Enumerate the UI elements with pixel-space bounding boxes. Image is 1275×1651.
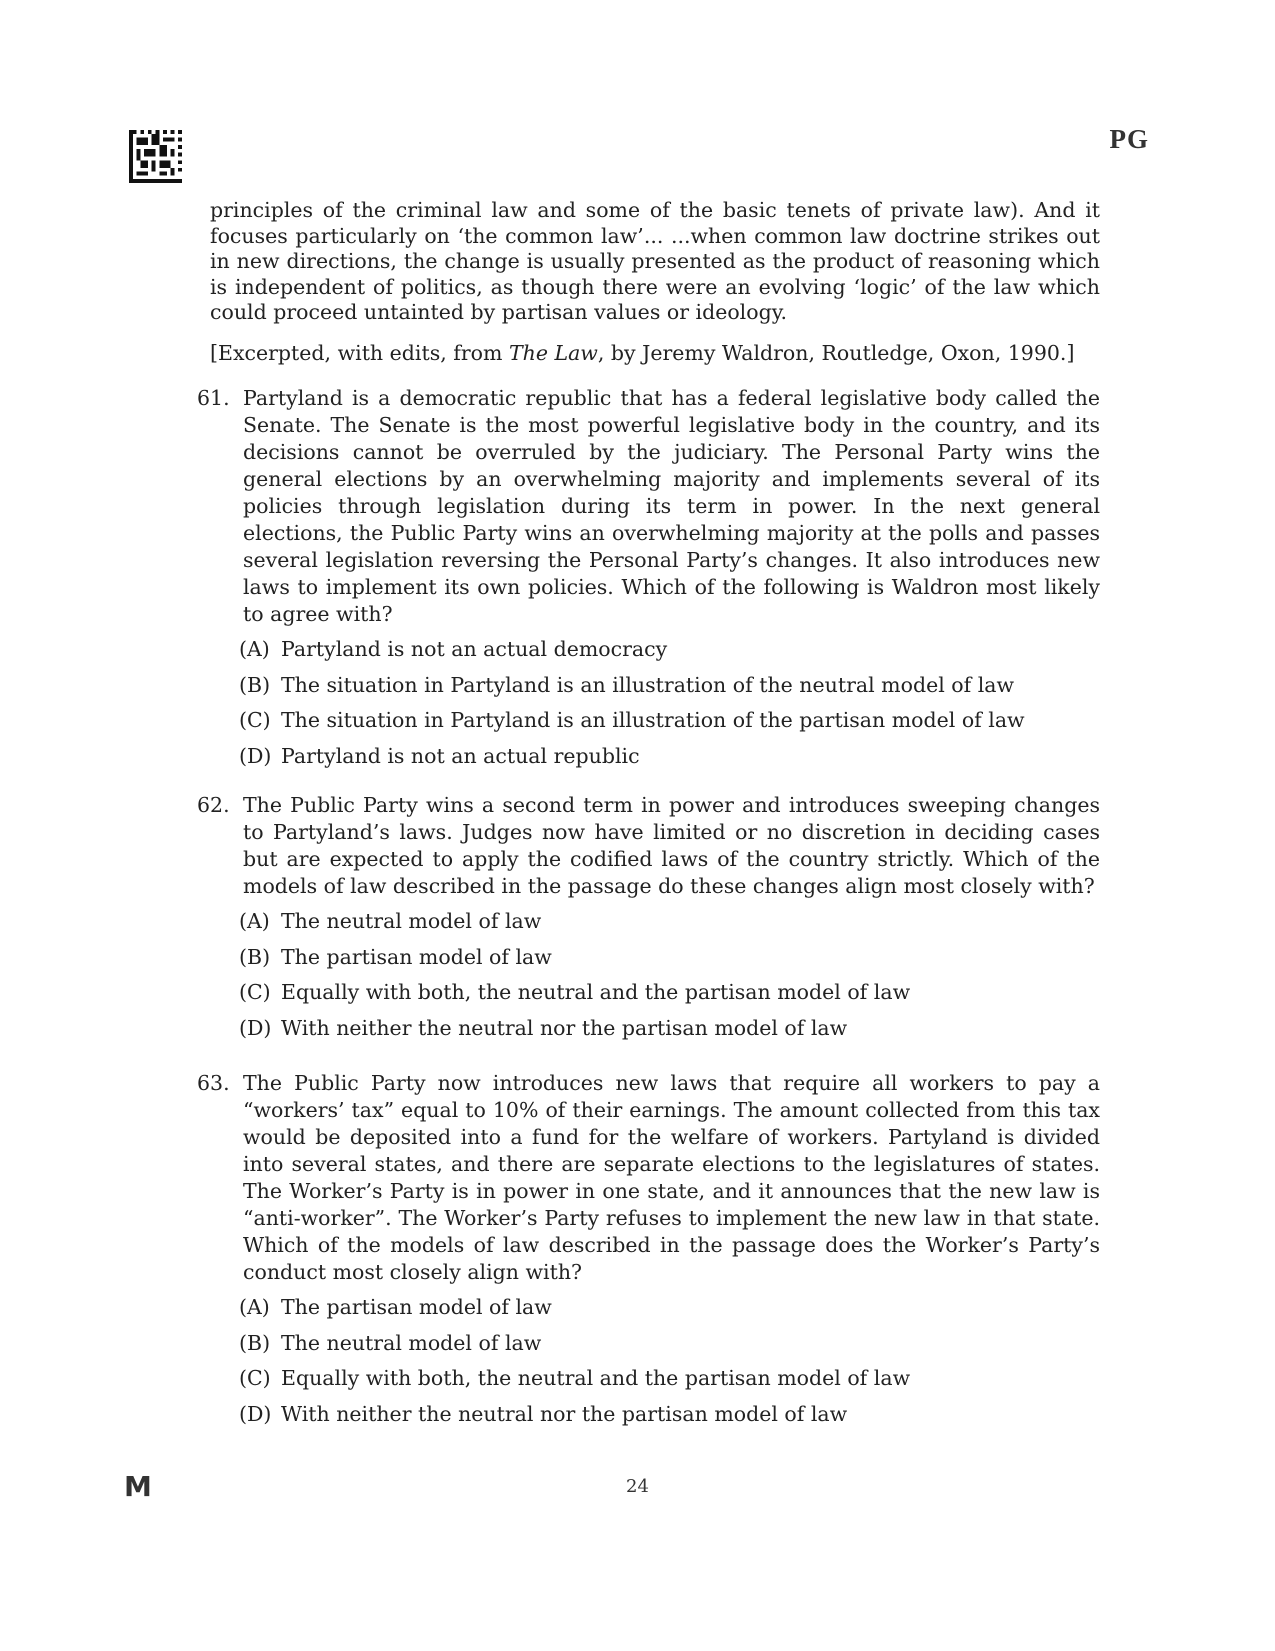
- option-label: (A): [239, 909, 270, 933]
- passage-citation: [210, 340, 1100, 366]
- option-a[interactable]: [239, 1294, 1100, 1330]
- question-text: Partyland is a democratic republic that has a federal legislative body called the Senate. The Senate is the most powerful legislative body in the country, and its decisions cannot be overruled by the judiciary. The Personal Party wins the general elections by an overwhelming majority and implements several of its policies through legislation during its term in power. In the next general elections, the Public Party wins an overwhelming majority at the polls and passes several legislation reversing the Personal Party’s changes. It also introduces new laws to implement its own policies. Which of the following is Waldron most likely to agree with?: [243, 386, 1100, 626]
- option-label: (A): [239, 637, 270, 661]
- option-label: (D): [239, 743, 272, 768]
- question-text: The Public Party now introduces new laws that require all workers to pay a “workers’ tax” equal to 10% of their earnings. The amount collected from this tax would be deposited into a fund for the welfare of workers. Partyland is divided into several states, and there are separate elections to the legislatures of states. The Worker’s Party is in power in one state, and it announces that the new law is “anti-worker”. The Worker’s Party refuses to implement the new law in that state. Which of the models of law described in the passage does the Worker’s Party’s conduct most closely align with?: [243, 1071, 1100, 1284]
- option-text: Partyland is not an actual democracy: [281, 637, 668, 661]
- option-b[interactable]: [239, 944, 1100, 980]
- option-label: (B): [239, 672, 271, 697]
- option-label: (D): [239, 1401, 272, 1426]
- question-number: 63.: [197, 1071, 230, 1095]
- option-d[interactable]: [239, 1401, 1100, 1437]
- option-text: With neither the neutral nor the partisan model of law: [281, 1015, 848, 1040]
- option-text: The partisan model of law: [281, 1295, 552, 1319]
- option-c[interactable]: [239, 707, 1100, 743]
- option-d[interactable]: [239, 1015, 1100, 1051]
- option-text: Partyland is not an actual republic: [281, 743, 640, 768]
- question-63: [197, 1070, 1100, 1436]
- option-c[interactable]: [239, 979, 1100, 1015]
- option-a[interactable]: [239, 636, 1100, 672]
- option-c[interactable]: [239, 1365, 1100, 1401]
- option-label: (C): [239, 1366, 271, 1390]
- option-text: The situation in Partyland is an illustration of the partisan model of law: [281, 708, 1025, 732]
- option-text: The neutral model of law: [281, 909, 542, 933]
- question-text: The Public Party wins a second term in power and introduces sweeping changes to Partyland’s laws. Judges now have limited or no discretion in deciding cases but are expected to apply the codified laws of the country strictly. Which of the models of law described in the passage do these changes align most closely with?: [243, 793, 1100, 898]
- option-label: (C): [239, 980, 271, 1004]
- option-label: (D): [239, 1015, 272, 1040]
- option-text: The neutral model of law: [281, 1330, 542, 1355]
- option-text: Equally with both, the neutral and the partisan model of law: [281, 1366, 911, 1390]
- series-code: PG: [1109, 124, 1149, 154]
- page-number: 24: [626, 1476, 649, 1497]
- option-b[interactable]: [239, 672, 1100, 708]
- question-number: 61.: [197, 386, 230, 410]
- booklet-series-mark: M: [124, 1470, 152, 1503]
- option-label: (C): [239, 708, 271, 732]
- question-61: [197, 385, 1100, 778]
- datamatrix-barcode-icon: [128, 130, 183, 183]
- answer-options: [239, 908, 1100, 1050]
- citation-prefix: [Excerpted, with edits, from: [210, 341, 509, 365]
- answer-options: [239, 636, 1100, 778]
- option-text: The situation in Partyland is an illustration of the neutral model of law: [281, 672, 1015, 697]
- question-number: 62.: [197, 793, 230, 817]
- passage-excerpt: [210, 198, 1100, 326]
- answer-options: [239, 1294, 1100, 1436]
- option-b[interactable]: [239, 1330, 1100, 1366]
- option-label: (B): [239, 1330, 271, 1355]
- citation-book-title: The Law: [508, 341, 598, 365]
- passage-paragraph: principles of the criminal law and some of the basic tenets of private law). And it focuses particularly on ‘the common law’... ...when common law doctrine strikes out in new directions, the change is usually presented as the product of reasoning which is independent of politics, as though there were an evolving ‘logic’ of the law which could proceed untainted by partisan values or ideology.: [210, 198, 1100, 324]
- option-text: Equally with both, the neutral and the partisan model of law: [281, 980, 911, 1004]
- option-label: (A): [239, 1295, 270, 1319]
- citation-suffix: , by Jeremy Waldron, Routledge, Oxon, 1990.]: [597, 341, 1075, 365]
- option-text: With neither the neutral nor the partisan model of law: [281, 1401, 848, 1426]
- option-text: The partisan model of law: [281, 944, 552, 969]
- option-d[interactable]: [239, 743, 1100, 779]
- question-62: [197, 792, 1100, 1050]
- option-a[interactable]: [239, 908, 1100, 944]
- option-label: (B): [239, 944, 271, 969]
